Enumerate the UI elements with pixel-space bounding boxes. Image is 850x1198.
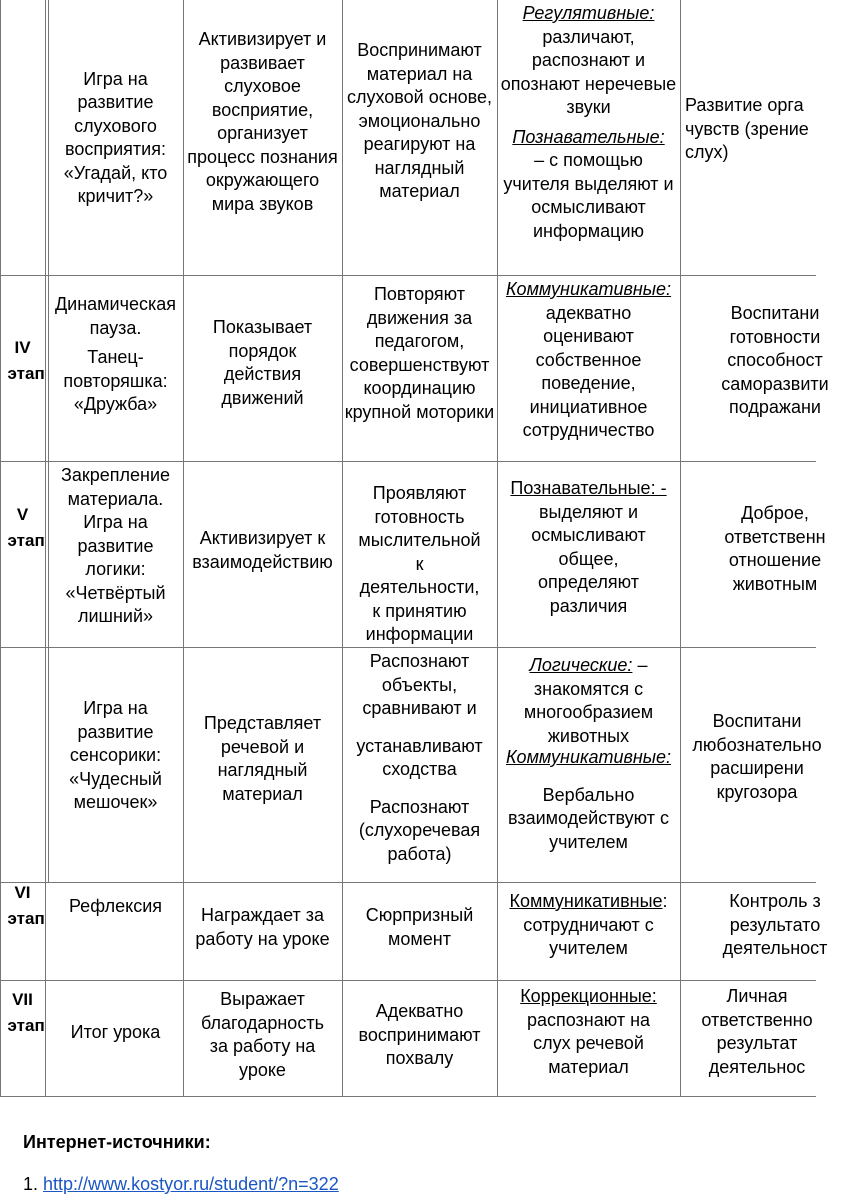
table-cell-children	[342, 904, 497, 964]
cell-text: V этап	[7, 505, 45, 550]
uud-label: Познавательные:	[512, 126, 665, 147]
uud-text: – с помощью учителя выделяют и осмысливают информацию	[503, 150, 674, 241]
cell-text: Распознают (слухоречевая работа)	[358, 796, 481, 864]
uud-text: Вербально взаимодействуют с учителем	[508, 784, 669, 852]
cell-text: Распознают объекты, сравнивают и	[362, 651, 477, 718]
cell-text: VII этап	[7, 990, 45, 1035]
cell-text: Контроль з результато деятельност	[722, 891, 828, 958]
cell-text: Показывает порядок действия движений	[212, 317, 313, 408]
cell-text: Развитие орга чувств (зрение слух)	[685, 95, 809, 162]
uud-label: Коммуникативные:	[505, 279, 672, 299]
cell-text: Выражает благодарность за работу на уроке	[201, 989, 324, 1080]
uud-label: Коммуникативные	[509, 891, 663, 911]
cell-text: Воспринимают материал на слуховой основе, эмоционально реагируют на наглядный материал	[346, 40, 493, 201]
table-cell-content	[48, 1021, 183, 1051]
table-cell-results	[700, 502, 850, 602]
uud-text: адекватно оценивают собственное поведение, инициативное сотрудничество	[522, 302, 655, 440]
cell-text: Адекватно воспринимают похвалу	[358, 1001, 481, 1068]
stage-label	[0, 335, 45, 387]
cell-text: устанавливают сходства	[356, 735, 483, 779]
cell-text: Проявляют готовность мыслительной к деятельности, к принятию информации	[358, 483, 481, 644]
cell-text: Активизирует к взаимодействию	[192, 528, 333, 572]
table-cell-teacher	[183, 28, 342, 268]
table-cell-uud	[497, 654, 680, 879]
source-link[interactable]: http://www.kostyor.ru/student/?n=322	[43, 1174, 339, 1194]
table-cell-content	[48, 464, 183, 644]
table-cell-content	[48, 895, 183, 935]
table-cell-children	[342, 1000, 497, 1080]
table-cell-results	[682, 985, 832, 1085]
cell-text: Активизирует и развивает слуховое восприятие, организует процесс познания окружающего мира звуков	[187, 29, 338, 214]
uud-text: выделяют и осмысливают общее, определяют различия	[531, 501, 646, 616]
cell-text: Танец-повторяшка: «Дружба»	[63, 347, 168, 414]
sources-list-item	[23, 1174, 339, 1195]
table-cell-children	[342, 39, 497, 259]
uud-label: Регулятивные:	[522, 3, 655, 23]
cell-text: Сюрпризный момент	[365, 905, 474, 949]
table-cell-teacher	[183, 527, 342, 587]
table-cell-uud	[497, 985, 680, 1085]
table-cell-uud	[497, 2, 680, 274]
uud-label: Познавательные: -	[510, 478, 667, 498]
cell-text: IV этап	[7, 338, 45, 383]
cell-text: Игра на развитие слухового восприятия: «Угадай, кто кричит?»	[63, 68, 168, 206]
row-divider	[0, 1096, 816, 1097]
table-cell-results	[700, 890, 850, 970]
table-cell-uud	[497, 278, 680, 458]
uud-label: Коммуникативные:	[505, 747, 672, 767]
stage-label	[0, 502, 45, 554]
table-cell-content	[48, 293, 183, 453]
cell-text: Личная ответственно результат деятельнос	[701, 986, 813, 1077]
list-number: 1.	[23, 1174, 39, 1194]
uud-label: Логические:	[529, 655, 633, 675]
uud-text: : сотрудничают с учителем	[523, 891, 668, 958]
cell-text: Игра на развитие сенсорики: «Чудесный мешочек»	[69, 698, 162, 812]
row-divider	[0, 980, 816, 981]
table-cell-content	[48, 2, 183, 274]
table-cell-teacher	[183, 316, 342, 436]
stage-label	[0, 987, 45, 1039]
column-divider	[45, 0, 46, 1096]
table-cell-results	[682, 710, 832, 810]
cell-text: VI этап	[7, 883, 45, 928]
table-cell-teacher	[183, 988, 342, 1088]
sources-heading: Интернет-источники:	[23, 1132, 211, 1152]
cell-text: Доброе, ответственн отношение животным	[724, 503, 826, 594]
row-divider	[0, 461, 816, 462]
row-divider	[0, 275, 816, 276]
uud-text: – знакомятся с многообразием животных	[523, 655, 654, 746]
cell-text: Итог урока	[70, 1022, 161, 1042]
table-cell-results	[683, 94, 816, 174]
row-divider	[0, 882, 816, 883]
cell-text: Воспитани любознательно расширени кругозора	[692, 711, 822, 802]
cell-text: Награждает за работу на уроке	[195, 905, 330, 949]
table-cell-children	[342, 650, 497, 875]
cell-text: Представляет речевой и наглядный материал	[203, 713, 322, 804]
cell-text: Динамическая пауза.	[54, 294, 177, 338]
stage-label	[0, 880, 45, 932]
uud-text: различают, распознают и опознают неречевые звуки	[500, 26, 677, 117]
column-divider	[680, 0, 681, 1096]
uud-label: Коррекционные:	[520, 986, 657, 1006]
table-cell-content	[48, 697, 183, 827]
table-cell-results	[700, 302, 850, 432]
table-cell-children	[342, 283, 497, 453]
uud-text: распознают на слух речевой материал	[526, 1009, 651, 1077]
cell-text: Повторяют движения за педагогом, совершенствуют координацию крупной моторики	[344, 284, 495, 422]
table-cell-uud	[497, 890, 680, 970]
table-cell-children	[342, 482, 497, 644]
cell-text: Рефлексия	[68, 896, 163, 916]
table-cell-teacher	[183, 904, 342, 964]
table-cell-teacher	[183, 712, 342, 812]
table-cell-uud	[497, 477, 680, 627]
row-divider	[0, 647, 816, 648]
cell-text: Воспитани готовности способност саморазвити подражани	[721, 303, 829, 417]
cell-text: Закрепление материала. Игра на развитие логики: «Четвёртый лишний»	[60, 465, 171, 626]
